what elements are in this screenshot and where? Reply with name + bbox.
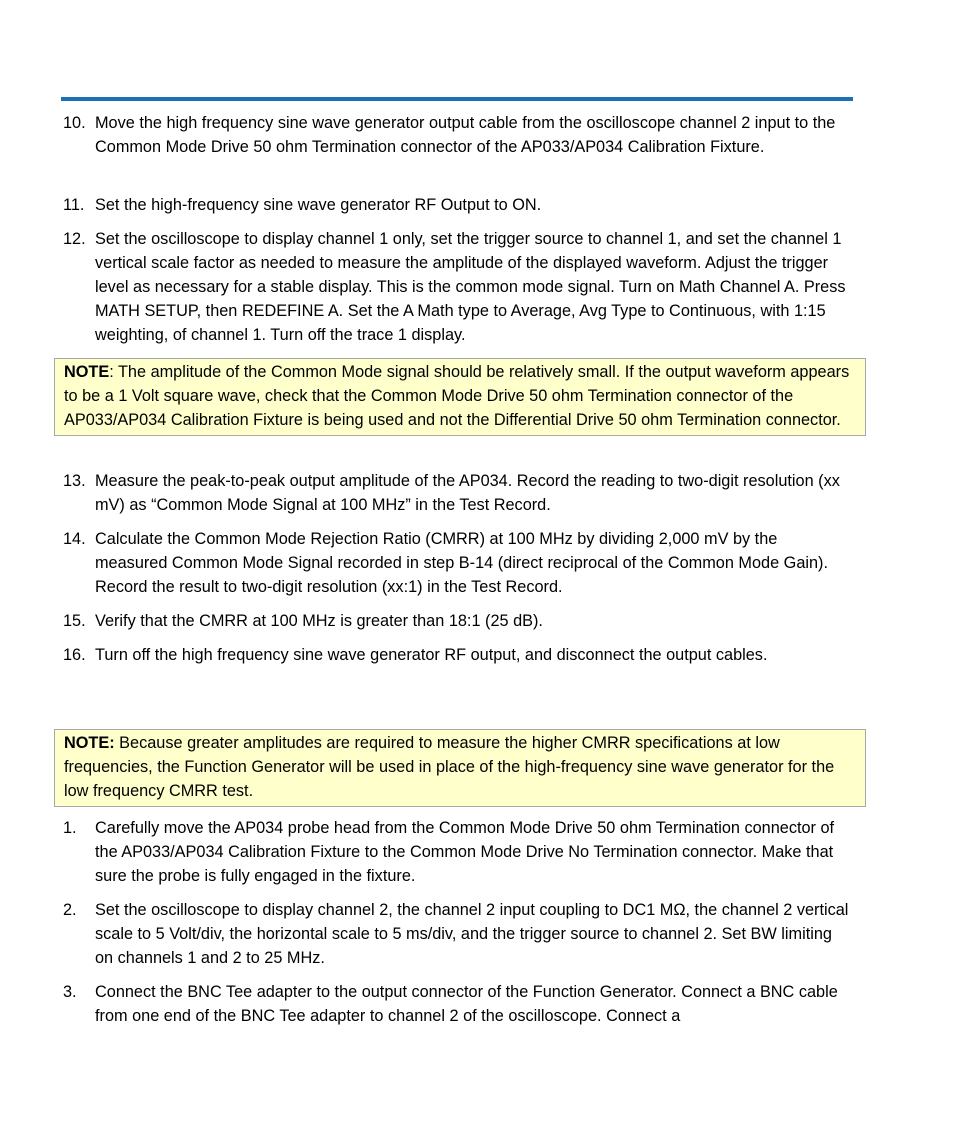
step-text: Turn off the high frequency sine wave generator RF output, and disconnect the output cables. <box>95 646 768 664</box>
step-number: 13. <box>63 472 86 490</box>
step-text: Set the oscilloscope to display channel 1 only, set the trigger source to channel 1, and set the channel 1 vertical scale factor as needed to measure the amplitude of the displayed waveform. Adjust the trigger level as necessary for a stable display. This is the common mode signal. Turn on Math Channel A. Press MATH SETUP, then REDEFINE A. Set the A Math type to Average, Avg Type to Continuous, with 1:15 weighting, of channel 1. Turn off the trace 1 display. <box>95 230 846 344</box>
step-1 <box>63 816 853 888</box>
step-number: 3. <box>63 983 77 1001</box>
step-text: Set the oscilloscope to display channel 2, the channel 2 input coupling to DC1 MΩ, the channel 2 vertical scale to 5 Volt/div, the horizontal scale to 5 ms/div, and the trigger source to channel 2. Set BW limiting on channels 1 and 2 to 25 MHz. <box>95 901 849 967</box>
step-text: Set the high-frequency sine wave generator RF Output to ON. <box>95 196 542 214</box>
step-13 <box>63 469 853 517</box>
note-label: NOTE <box>64 363 110 381</box>
step-10 <box>63 111 853 159</box>
step-number: 16. <box>63 646 86 664</box>
step-text: Connect the BNC Tee adapter to the output connector of the Function Generator. Connect a BNC cable from one end of the BNC Tee adapter to channel 2 of the oscilloscope. Connect a <box>95 983 838 1025</box>
step-number: 2. <box>63 901 77 919</box>
step-number: 12. <box>63 230 86 248</box>
step-text: Measure the peak-to-peak output amplitude of the AP034. Record the reading to two-digit resolution (xx mV) as “Common Mode Signal at 100 MHz” in the Test Record. <box>95 472 840 514</box>
step-text: Calculate the Common Mode Rejection Ratio (CMRR) at 100 MHz by dividing 2,000 mV by the measured Common Mode Signal recorded in step B-14 (direct reciprocal of the Common Mode Gain). Record the result to two-digit resolution (xx:1) in the Test Record. <box>95 530 828 596</box>
step-3 <box>63 980 853 1028</box>
header-rule <box>61 97 853 101</box>
step-2 <box>63 898 853 970</box>
note-box-common-mode <box>54 358 866 436</box>
note-text: Because greater amplitudes are required to measure the higher CMRR specifications at low frequencies, the Function Generator will be used in place of the high-frequency sine wave generator for the low frequency CMRR test. <box>64 734 835 800</box>
step-15 <box>63 609 853 633</box>
step-number: 1. <box>63 819 77 837</box>
step-text: Move the high frequency sine wave generator output cable from the oscilloscope channel 2 input to the Common Mode Drive 50 ohm Termination connector of the AP033/AP034 Calibration Fixture. <box>95 114 836 156</box>
note-text: : The amplitude of the Common Mode signal should be relatively small. If the output waveform appears to be a 1 Volt square wave, check that the Common Mode Drive 50 ohm Termination connector of the AP033/AP034 Calibration Fixture is being used and not the Differential Drive 50 ohm Termination connector. <box>64 363 850 429</box>
step-12 <box>63 227 853 347</box>
step-number: 10. <box>63 114 86 132</box>
step-14 <box>63 527 853 599</box>
step-number: 11. <box>63 196 85 214</box>
step-11 <box>63 193 853 217</box>
step-text: Carefully move the AP034 probe head from the Common Mode Drive 50 ohm Termination connector of the AP033/AP034 Calibration Fixture to the Common Mode Drive No Termination connector. Make that sure the probe is fully engaged in the fixture. <box>95 819 835 885</box>
step-number: 14. <box>63 530 86 548</box>
step-16 <box>63 643 853 667</box>
note-box-function-generator <box>54 729 866 807</box>
step-text: Verify that the CMRR at 100 MHz is greater than 18:1 (25 dB). <box>95 612 543 630</box>
step-number: 15. <box>63 612 86 630</box>
note-label: NOTE: <box>64 734 115 752</box>
